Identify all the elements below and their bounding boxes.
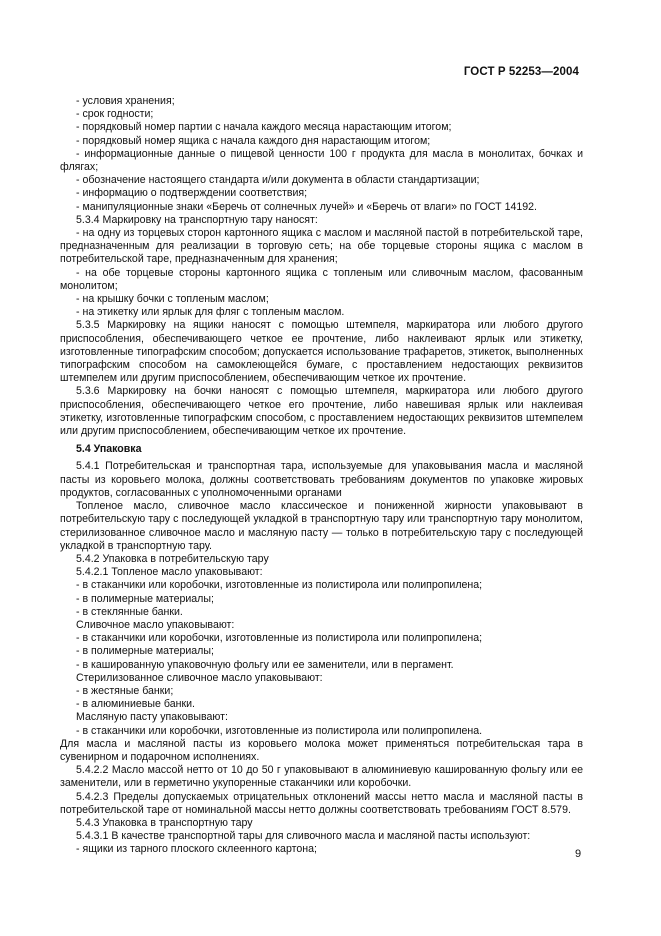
paragraph: Стерилизованное сливочное масло упаковывают: xyxy=(76,671,323,684)
list-item: - в полимерные материалы; xyxy=(76,592,214,605)
clause-5-4-2-1: 5.4.2.1 Топленое масло упаковывают: xyxy=(76,566,263,579)
list-item: - информационные данные о пищевой ценности 100 г продукта для масла в монолитах, бочках и флягах; xyxy=(60,147,583,174)
list-item: - срок годности; xyxy=(76,108,154,121)
list-item: - в стеклянные банки. xyxy=(76,605,183,618)
page-number: 9 xyxy=(575,848,582,860)
paragraph: Масляную пасту упаковывают: xyxy=(76,711,228,724)
paragraph: Топленое масло, сливочное масло классическое и пониженной жирности упаковывают в потребительскую тару с последующей укладкой в транспортную тару или транспортную тару монолитом, стерилизованное сливочное масло и масляную пасту — только в потребительскую тару с последующей укладкой в транспортную тару. xyxy=(60,500,583,552)
clause-5-4-2-2: 5.4.2.2 Масло массой нетто от 10 до 50 г упаковывают в алюминиевую кашированную фольгу или ее заменители, или в герметично укупоренные стаканчики или коробочки. xyxy=(60,764,583,790)
list-item: - на одну из торцевых сторон картонного ящика с маслом и масляной пастой в потребительской таре, предназначенным для реализации в торговую сеть; на обе торцевые стороны ящика с маслом в потребительской таре, предназначенным для хранения; xyxy=(60,227,583,266)
list-item: - в стаканчики или коробочки, изготовленные из полистирола или полипропилена; xyxy=(76,579,483,592)
list-item: - в полимерные материалы; xyxy=(76,645,214,658)
list-item: - в алюминиевые банки. xyxy=(76,698,195,711)
section-heading: 5.4 Упаковка xyxy=(76,443,142,456)
list-item: - информацию о подтверждении соответствия; xyxy=(76,187,308,200)
clause-5-4-1: 5.4.1 Потребительская и транспортная тара, используемые для упаковывания масла и масляной пасты из коровьего молока, должны соответствовать требованиям документов по упаковке жировых продуктов, согласованных с уполномоченными органами xyxy=(60,460,583,499)
paragraph: Для масла и масляной пасты из коровьего молока может применяться потребительская тара в сувенирном и подарочном исполнениях. xyxy=(60,737,583,763)
list-item: - ящики из тарного плоского склеенного картона; xyxy=(76,843,317,856)
clause-5-4-3: 5.4.3 Упаковка в транспортную тару xyxy=(76,816,253,829)
list-item: - манипуляционные знаки «Беречь от солнечных лучей» и «Беречь от влаги» по ГОСТ 14192. xyxy=(76,200,537,213)
document-body xyxy=(60,95,583,857)
list-item: - условия хранения; xyxy=(76,95,175,107)
list-item: - порядковый номер партии с начала каждого месяца нарастающим итогом; xyxy=(76,121,452,134)
list-item: - в стаканчики или коробочки, изготовленные из полистирола или полипропилена. xyxy=(76,724,483,737)
paragraph: Сливочное масло упаковывают: xyxy=(76,618,235,631)
clause-5-3-4: 5.3.4 Маркировку на транспортную тару наносят: xyxy=(76,213,318,226)
list-item: - на обе торцевые стороны картонного ящика с топленым или сливочным маслом, фасованным монолитом; xyxy=(60,266,583,292)
list-item: - в кашированную упаковочную фольгу или ее заменители, или в пергамент. xyxy=(76,658,454,671)
list-item: - на крышку бочки с топленым маслом; xyxy=(76,293,269,306)
list-item: - порядковый номер ящика с начала каждого дня нарастающим итогом; xyxy=(76,134,431,147)
list-item: - в жестяные банки; xyxy=(76,684,174,697)
clause-5-3-5: 5.3.5 Маркировку на ящики наносят с помощью штемпеля, маркиратора или любого другого приспособления, обеспечивающего четкое ее прочтение, либо наклеивают ярлык или этикетку, изготовленные типографским способом; допускается использование трафаретов, этикеток, выполненных типографским способом на самоклеющейся бумаге, с проставлением недостающих реквизитов штемпелем или другим приспособлением, обеспечивающим четкое их прочтение. xyxy=(60,319,583,385)
list-item: - на этикетку или ярлык для фляг с топленым маслом. xyxy=(76,306,345,319)
clause-5-4-2: 5.4.2 Упаковка в потребительскую тару xyxy=(76,552,269,565)
clause-5-3-6: 5.3.6 Маркировку на бочки наносят с помощью штемпеля, маркиратора или любого другого приспособления, обеспечивающего четкое его прочтение, либо навешивая ярлык или наклеивая этикетку, изготовленные типографским способом, с проставлением недостающих реквизитов штемпелем или другим приспособлением, обеспечивающим четкое их прочтение. xyxy=(60,385,583,438)
clause-5-4-3-1: 5.4.3.1 В качестве транспортной тары для сливочного масла и масляной пасты используют: xyxy=(76,830,531,843)
list-item: - обозначение настоящего стандарта и/или документа в области стандартизации; xyxy=(76,174,480,187)
clause-5-4-2-3: 5.4.2.3 Пределы допускаемых отрицательных отклонений массы нетто масла и масляной пасты в потребительской таре от номинальной массы нетто должны соответствовать требованиям ГОСТ 8.579. xyxy=(60,790,583,816)
list-item: - в стаканчики или коробочки, изготовленные из полистирола или полипропилена; xyxy=(76,632,483,645)
standard-designation: ГОСТ Р 52253—2004 xyxy=(463,66,579,78)
